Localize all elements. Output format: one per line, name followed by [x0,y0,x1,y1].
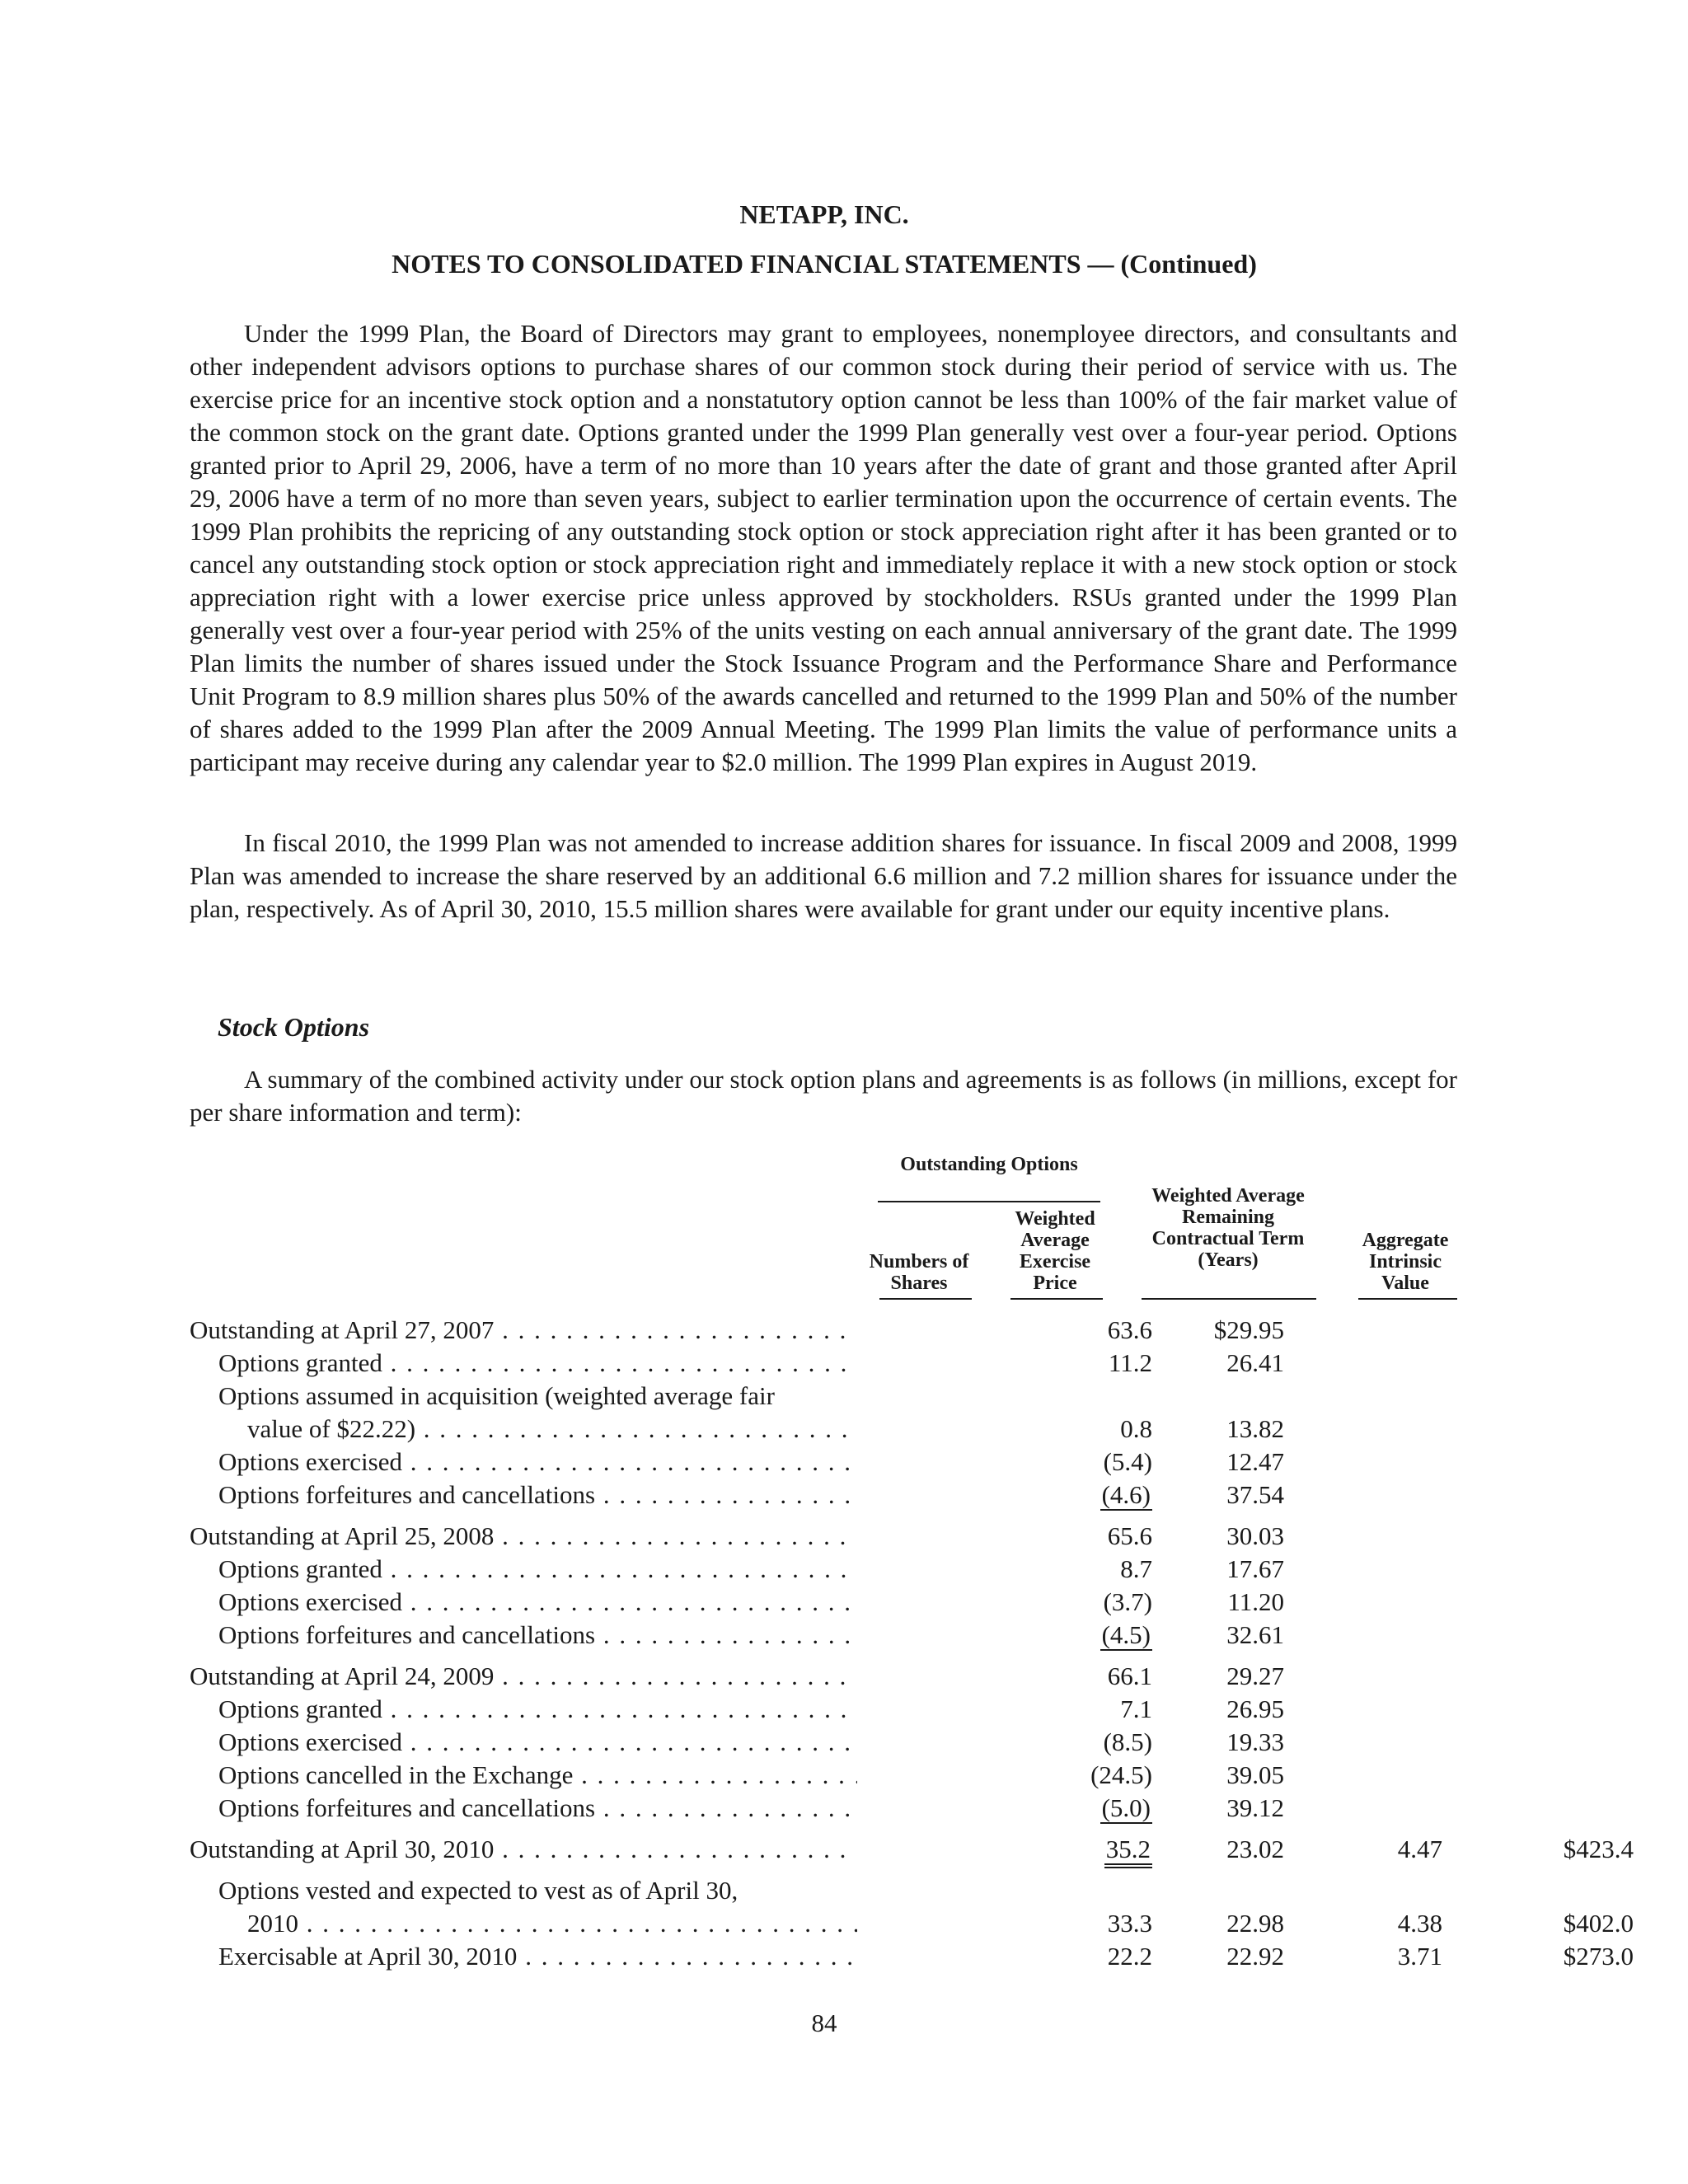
cell-term: 4.38 [1397,1909,1442,1938]
cell-price: 39.05 [1226,1760,1284,1789]
cell-shares: (5.0) [1101,1793,1151,1822]
section-heading-stock-options: Stock Options [218,1012,370,1042]
row-label: Outstanding at April 30, 2010 [190,1835,495,1863]
cell-value: $402.0 [1563,1909,1634,1938]
row-label: Options granted [218,1694,382,1723]
page-number: 84 [811,2008,837,2037]
row-label: Options vested and expected to vest as of April 30, [218,1876,738,1905]
row-label: Options granted [218,1554,382,1583]
row-label: 2010 [247,1909,298,1938]
paragraph-fiscal-2010: In fiscal 2010, the 1999 Plan was not amended to increase addition shares for issuance. In fiscal 2009 and 2008, 1999 Plan was amended to increase the share reserved by an additional 6.6 million and 7.2 million shares for issuance under the plan, respectively. As of April 30, 2010, 15.5 million shares were available for grant under our equity incentive plans. [190,828,1457,923]
notes-heading: NOTES TO CONSOLIDATED FINANCIAL STATEMENTS — (Continued) [392,249,1257,279]
cell-price: $29.95 [1213,1315,1284,1344]
header-exercise-price: Weighted Average Exercise Price [1015,1208,1095,1294]
cell-shares: (24.5) [1090,1760,1152,1789]
row-label: Options exercised [218,1587,402,1616]
cell-shares: 33.3 [1107,1909,1152,1938]
cell-price: 13.82 [1226,1414,1284,1443]
cell-shares: 65.6 [1107,1521,1152,1550]
row-label: Options forfeitures and cancellations [218,1793,596,1822]
cell-price: 19.33 [1226,1727,1284,1756]
cell-shares: (5.4) [1103,1447,1152,1476]
cell-term: 3.71 [1397,1942,1442,1971]
cell-shares: 66.1 [1107,1661,1152,1690]
header-outstanding-options: Outstanding Options [900,1154,1078,1175]
cell-shares: 7.1 [1120,1694,1152,1723]
row-label: Outstanding at April 24, 2009 [190,1661,495,1690]
cell-shares: 8.7 [1120,1554,1152,1583]
cell-shares: 63.6 [1107,1315,1152,1344]
cell-price: 29.27 [1226,1661,1284,1690]
cell-price: 30.03 [1226,1521,1284,1550]
row-label: Options granted [218,1348,382,1377]
row-label: Options forfeitures and cancellations [218,1480,596,1509]
cell-price: 11.20 [1227,1587,1284,1616]
row-label: value of $22.22) [247,1414,416,1443]
row-label: Exercisable at April 30, 2010 [218,1942,518,1971]
header-rule-shares [879,1298,972,1300]
cell-price: 26.41 [1226,1348,1284,1377]
header-rule-outstanding [878,1201,1100,1202]
cell-value: $423.4 [1563,1835,1634,1863]
cell-price: 22.92 [1226,1942,1284,1971]
header-intrinsic-value: Aggregate Intrinsic Value [1362,1230,1449,1294]
header-rule-price [1010,1298,1103,1300]
cell-shares: (8.5) [1103,1727,1152,1756]
paragraph-1999-plan: Under the 1999 Plan, the Board of Directors may grant to employees, nonemployee directors, and consultants and other independent advisors options to purchase shares of our common stock during their period of service with us. The exercise price for an incentive stock option and a nonstatutory option cannot be less than 100% of the fair market value of the common stock on the grant date. Options granted under the 1999 Plan generally vest over a four-year period. Options granted prior to April 29, 2006, have a term of no more than 10 years after the date of grant and those granted after April 29, 2006 have a term of no more than seven years, subject to earlier termination upon the occurrence of certain events. The 1999 Plan prohibits the repricing of any outstanding stock option or stock appreciation right after it has been granted or to cancel any outstanding stock option or stock appreciation right and immediately replace it with a new stock option or stock appreciation right with a lower exercise price unless approved by stockholders. RSUs granted under the 1999 Plan generally vest over a four-year period with 25% of the units vesting on each annual anniversary of the grant date. The 1999 Plan limits the number of shares issued under the Stock Issuance Program and the Performance Share and Performance Unit Program to 8.9 million shares plus 50% of the awards cancelled and returned to the 1999 Plan and 50% of the number of shares added to the 1999 Plan after the 2009 Annual Meeting. The 1999 Plan limits the value of performance units a participant may receive during any calendar year to $2.0 million. The 1999 Plan expires in August 2019. [190,319,1457,776]
cell-price: 22.98 [1226,1909,1284,1938]
cell-shares: (3.7) [1103,1587,1152,1616]
cell-price: 12.47 [1226,1447,1284,1476]
cell-value: $273.0 [1563,1942,1634,1971]
cell-shares: 0.8 [1120,1414,1152,1443]
cell-shares: 22.2 [1107,1942,1152,1971]
company-name: NETAPP, INC. [739,199,909,229]
row-label: Options exercised [218,1727,402,1756]
row-label: Options assumed in acquisition (weighted average fair [218,1381,775,1410]
cell-term: 4.47 [1397,1835,1442,1863]
header-contractual-term: Weighted Average Remaining Contractual Term (Years) [1151,1185,1305,1271]
row-label: Outstanding at April 25, 2008 [190,1521,495,1550]
cell-price: 39.12 [1226,1793,1284,1822]
cell-shares: (4.6) [1101,1480,1151,1509]
cell-shares: 11.2 [1108,1348,1152,1377]
header-number-of-shares: Numbers of Shares [869,1251,969,1294]
cell-shares: (4.5) [1101,1620,1151,1649]
row-label: Options exercised [218,1447,402,1476]
header-rule-term [1142,1298,1316,1300]
row-label: Outstanding at April 27, 2007 [190,1315,495,1344]
cell-price: 26.95 [1226,1694,1284,1723]
cell-price: 37.54 [1226,1480,1284,1509]
header-rule-value [1358,1298,1457,1300]
cell-price: 23.02 [1226,1835,1284,1863]
row-label: Options cancelled in the Exchange [218,1760,574,1789]
cell-shares: 35.2 [1104,1835,1152,1868]
row-label: Options forfeitures and cancellations [218,1620,596,1649]
paragraph-summary-intro: A summary of the combined activity under our stock option plans and agreements is as follows (in millions, except for per share information and term): [190,1065,1457,1127]
cell-price: 32.61 [1226,1620,1284,1649]
cell-price: 17.67 [1226,1554,1284,1583]
